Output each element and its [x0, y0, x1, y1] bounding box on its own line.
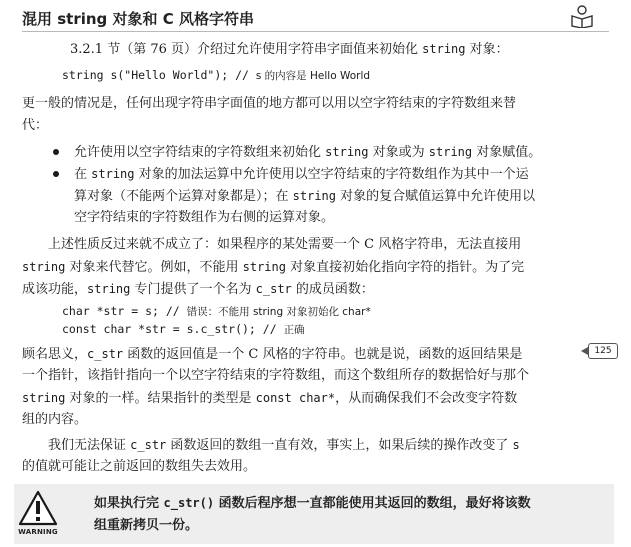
general-paragraph-line-1: 更一般的情况是，任何出现字符串字面值的地方都可以用以空字符结束的字符数组来替	[22, 96, 517, 111]
reverse-paragraph-line-1: 上述性质反过来就不成立了：如果程序的某处需要一个 C 风格字符串，无法直接用	[48, 237, 522, 252]
code-line-correct: const char *str = s.c_str(); // 正确	[62, 322, 305, 336]
bullet-item-addition-line-1: 在 string 对象的加法运算中允许使用以空字符结束的字符数组作为其中一个运	[74, 167, 529, 182]
bullet-item-initialize: 允许使用以空字符结束的字符数组来初始化 string 对象或为 string 对象赋值。	[74, 145, 542, 160]
reverse-paragraph-line-3: 成该功能，string 专门提供了一个名为 c_str 的成员函数：	[22, 282, 374, 297]
page-number-marker: 125	[588, 343, 618, 359]
intro-code-line: string s("Hello World"); // s 的内容是 Hello World	[62, 68, 371, 82]
section-title: 混用 string 对象和 C 风格字符串	[22, 10, 254, 28]
bullet-item-addition-line-3: 空字符结束的字符数组作为右侧的运算对象。	[74, 210, 335, 225]
warning-label: WARNING	[18, 528, 58, 536]
book-reader-icon	[570, 4, 594, 28]
bullet-dot	[53, 171, 59, 177]
bullet-item-addition-line-2: 算对象（不能两个运算对象都是）；在 string 对象的复合赋值运算中允许使用以	[74, 189, 536, 204]
code-line-error: char *str = s; // 错误：不能用 string 对象初始化 char*	[62, 304, 371, 318]
c-str-paragraph-line-1: 顾名思义，c_str 函数的返回值是一个 C 风格的字符串。也就是说，函数的返回结果是	[22, 347, 523, 362]
heading-divider	[22, 31, 609, 32]
reverse-paragraph-line-2: string 对象来代替它。例如，不能用 string 对象直接初始化指向字符的指针。为了完	[22, 260, 525, 275]
warning-text: 如果执行完 c_str() 函数后程序想一直都能使用其返回的数组，最好将该数 组重新拷贝一份。	[94, 496, 531, 533]
validity-paragraph-line-2: 的值就可能让之前返回的数组失去效用。	[22, 459, 257, 474]
warning-triangle-icon	[18, 490, 58, 526]
c-str-paragraph-line-3: string 对象的一样。结果指针的类型是 const char*，从而确保我们不会改变字符数	[22, 391, 518, 406]
general-paragraph-line-2: 代：	[22, 118, 49, 133]
c-str-paragraph-line-4: 组的内容。	[22, 412, 88, 427]
validity-paragraph-line-1: 我们无法保证 c_str 函数返回的数组一直有效，事实上，如果后续的操作改变了 s	[48, 438, 520, 453]
bullet-dot	[53, 149, 59, 155]
intro-paragraph: 3.2.1 节（第 76 页）介绍过允许使用字符串字面值来初始化 string 对象：	[70, 42, 509, 57]
c-str-paragraph-line-2: 一个指针，该指针指向一个以空字符结束的字符数组，而这个数组所存的数据恰好与那个	[22, 368, 530, 383]
warning-box	[14, 484, 614, 544]
